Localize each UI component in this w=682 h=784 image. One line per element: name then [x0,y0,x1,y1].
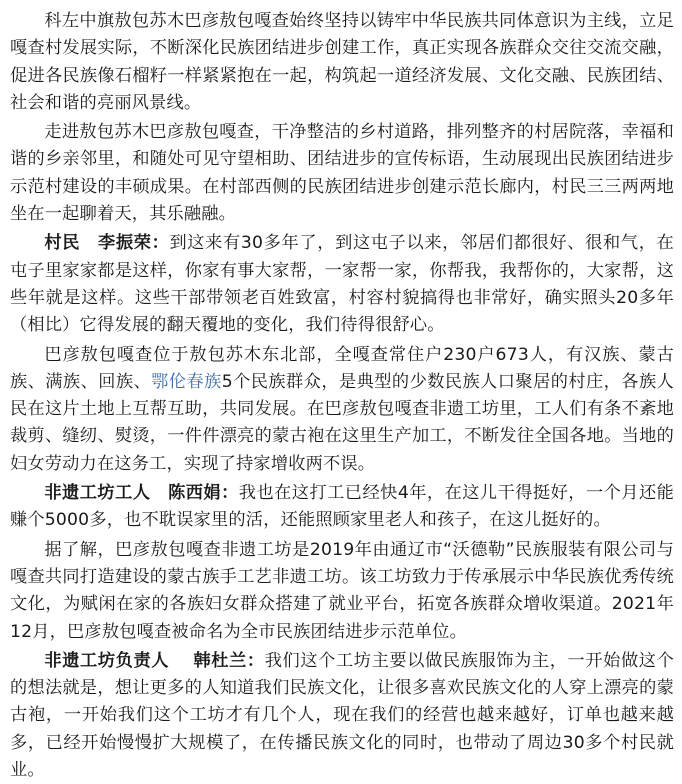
paragraph-intro: 科左中旗敖包苏木巴彦敖包嘎查始终坚持以铸牢中华民族共同体意识为主线，立足嘎查村发展实际，不断深化民族团结进步创建工作，真正实现各族群众交往交流交融，促进各民族像石榴籽一样紧紧抱在一起，构筑起一道经济发展、文化交融、民族团结、社会和谐的亮丽风景线。 [10,11,674,113]
paragraph-village-scene: 走进敖包苏木巴彦敖包嘎查，干净整洁的乡村道路，排列整齐的村居院落，幸福和谐的乡亲邻里，和随处可见守望相助、团结进步的宣传标语，生动展现出民族团结进步示范村建设的丰硕成果。在村部西侧的民族团结进步创建示范长廊内，村民三三两两地坐在一起聊着天，其乐融融。 [10,122,674,225]
quote-manager-text: 我们这个工坊主要以做民族服饰为主，一开始做这个的想法就是，想让更多的人知道我们民族文化，让很多喜欢民族文化的人穿上漂亮的蒙古袍，一开始我们这个工坊才有几个人，现在我们的经营也越来越好，订单也越来越多，已经开始慢慢扩大规模了，在传播民族文化的同时，也带动了周边30多个村民就业。 [10,650,674,781]
profile-text-after: 5个民族群众，是典型的少数民族人口聚居的村庄，各族人民在这片土地上互帮互助，共同发展。在巴彦敖包嘎查非遗工坊里，工人们有条不紊地裁剪、缝纫、熨烫，一件件漂亮的蒙古袍在这里生产加工，不断发往全国各地。当地的妇女劳动力在这务工，实现了持家增收两不误。 [10,371,674,474]
paragraph-quote-manager [10,648,674,784]
ethnic-group-link[interactable]: 鄂伦春族 [151,371,222,392]
paragraph-quote-villager [10,230,674,339]
speaker-manager: 非遗工坊负责人 韩杜兰： [44,650,265,671]
quote-worker-text: 我也在这打工已经快4年，在这儿干得挺好，一个月还能赚个5000多，也不耽误家里的活，还能照顾家里老人和孩子，在这儿挺好的。 [10,483,675,531]
paragraph-quote-worker [10,480,674,535]
speaker-villager: 村民 李振荣： [44,233,170,254]
paragraph-workshop-info: 据了解，巴彦敖包嘎查非遗工坊是2019年由通辽市“沃德勒”民族服装有限公司与嘎查共同打造建设的蒙古族手工艺非遗工坊。该工坊致力于传承展示中华民族优秀传统文化，为赋闲在家的各族妇女群众搭建了就业平台，拓宽各族群众增收渠道。2021年12月，巴彦敖包嘎查被命名为全市民族团结进步示范单位。 [10,539,674,642]
paragraph-village-profile [10,342,674,478]
speaker-worker: 非遗工坊工人 陈西娟： [44,483,239,504]
quote-villager-text: 到这来有30多年了，到这屯子以来，邻居们都很好、很和气，在屯子里家家都是这样，你家有事大家帮，一家帮一家，你帮我，我帮你的，大家帮，这些年就是这样。这些干部带领老百姓致富，村容村貌搞得也非常好，确实照头20多年（相比）它得发展的翻天覆地的变化，我们待得很舒心。 [10,233,674,336]
profile-text-before: 巴彦敖包嘎查位于敖包苏木东北部，全嘎查常住户230户673人，有汉族、蒙古族、满族、回族、 [10,344,674,392]
